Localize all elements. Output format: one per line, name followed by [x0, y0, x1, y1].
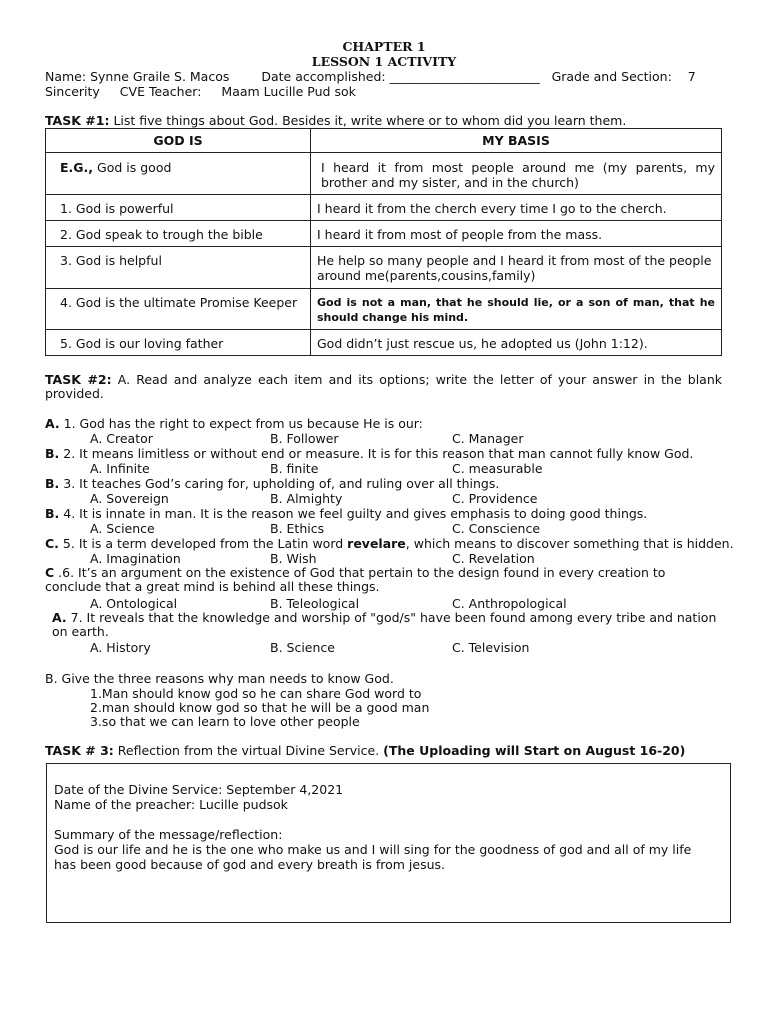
question-text: .6. It’s an argument on the existence of God that pertain to the design found in every creation to conclude that a great mind is behind all these things.	[45, 565, 666, 594]
partb-answer: 2.man should know god so that he will be a good man	[90, 700, 430, 715]
col-god-is: GOD IS	[46, 129, 311, 153]
chapter-heading: CHAPTER 1	[342, 39, 426, 54]
task1-table	[45, 128, 722, 356]
lesson-heading: LESSON 1 ACTIVITY	[311, 54, 457, 69]
god-cell: 5. God is our loving father	[46, 330, 311, 356]
reflection-box	[46, 763, 731, 923]
partb-question: B. Give the three reasons why man needs to know God.	[45, 671, 394, 686]
question-5	[45, 536, 734, 551]
preacher-name: Name of the preacher: Lucille pudsok	[54, 797, 288, 812]
option: B. Follower	[270, 431, 339, 446]
date-label: Date accomplished:	[261, 69, 386, 84]
partb-answer: 1.Man should know god so he can share God word to	[90, 686, 422, 701]
table-row	[46, 221, 722, 247]
god-text: God is good	[97, 160, 172, 175]
teacher-label: CVE Teacher:	[119, 84, 202, 99]
question-text: 1. God has the right to expect from us because He is our:	[63, 416, 423, 431]
option: B. finite	[270, 461, 319, 476]
god-cell	[46, 153, 311, 195]
option: C. Providence	[452, 491, 538, 506]
option: C. Television	[452, 640, 530, 655]
option: A. Science	[90, 521, 155, 536]
answer-letter: B.	[45, 476, 60, 491]
answer-letter: A.	[45, 416, 60, 431]
basis-cell: He help so many people and I heard it from most of the people around me(parents,cousins,family)	[311, 247, 722, 289]
question-text: 4. It is innate in man. It is the reason we feel guilty and gives emphasis to doing good things.	[63, 506, 648, 521]
option: C. Manager	[452, 431, 524, 446]
grade-label: Grade and Section:	[551, 69, 672, 84]
option: B. Ethics	[270, 521, 325, 536]
option: B. Science	[270, 640, 335, 655]
option: B. Teleological	[270, 596, 360, 611]
option: A. Infinite	[90, 461, 150, 476]
question-6	[45, 566, 715, 594]
table-row	[46, 330, 722, 356]
option: C. Anthropological	[452, 596, 567, 611]
option: C. Conscience	[452, 521, 541, 536]
answer-letter: B.	[45, 506, 60, 521]
option: B. Wish	[270, 551, 317, 566]
question-text: 7. It reveals that the knowledge and worship of "god/s" have been found among every tribe and nation on earth.	[52, 610, 717, 639]
task3-label: TASK # 3:	[45, 743, 114, 758]
option: C. measurable	[452, 461, 543, 476]
task2-text: A. Read and analyze each item and its options; write the letter of your answer in the blank provided.	[45, 372, 723, 401]
basis-cell: I heard it from the cherch every time I go to the cherch.	[311, 195, 722, 221]
basis-cell: God is not a man, that he should lie, or a son of man, that he should change his mind.	[311, 289, 722, 330]
option: A. Sovereign	[90, 491, 169, 506]
task1-instruction	[45, 113, 626, 128]
question-text-end: , which means to discover something that is hidden.	[405, 536, 734, 551]
answer-letter: C	[45, 565, 55, 580]
task1-text: List five things about God. Besides it, write where or to whom did you learn them.	[113, 113, 627, 128]
table-row	[46, 289, 722, 330]
option: A. Creator	[90, 431, 153, 446]
student-info	[45, 69, 725, 84]
table-row	[46, 153, 722, 195]
col-my-basis: MY BASIS	[311, 129, 722, 153]
basis-cell: I heard it from most people around me (my parents, my brother and my sister, and in the church)	[311, 153, 722, 195]
table-row	[46, 195, 722, 221]
task2-label: TASK #2:	[45, 372, 112, 387]
question-7	[52, 611, 717, 639]
date-blank: ________________________	[389, 69, 540, 84]
option: B. Almighty	[270, 491, 343, 506]
god-cell: 1. God is powerful	[46, 195, 311, 221]
task3-instruction	[45, 743, 685, 758]
task3-note: (The Uploading will Start on August 16-20)	[383, 743, 686, 758]
question-text: 5. It is a term developed from the Latin word	[62, 536, 348, 551]
student-info-line2	[45, 84, 356, 99]
task3-text: Reflection from the virtual Divine Service.	[117, 743, 380, 758]
god-cell: 2. God speak to trough the bible	[46, 221, 311, 247]
example-prefix: E.G.,	[60, 160, 94, 175]
answer-letter: A.	[52, 610, 67, 625]
table-header-row	[46, 129, 722, 153]
grade-value: 7	[687, 69, 696, 84]
name-label: Name:	[45, 69, 87, 84]
god-cell: 4. God is the ultimate Promise Keeper	[46, 289, 311, 330]
section-value: Sincerity	[45, 84, 100, 99]
task1-label: TASK #1:	[45, 113, 110, 128]
answer-letter: C.	[45, 536, 59, 551]
question-2	[45, 446, 693, 461]
latin-word: revelare	[347, 536, 406, 551]
option: A. History	[90, 640, 151, 655]
teacher-value: Maam Lucille Pud sok	[221, 84, 356, 99]
service-date: Date of the Divine Service: September 4,2021	[54, 782, 344, 797]
option: A. Ontological	[90, 596, 178, 611]
question-text: 3. It teaches God’s caring for, upholding of, and ruling over all things.	[63, 476, 500, 491]
god-cell: 3. God is helpful	[46, 247, 311, 289]
question-text: 2. It means limitless or without end or measure. It is for this reason that man cannot fully know God.	[63, 446, 694, 461]
summary-text: God is our life and he is the one who make us and I will sing for the goodness of god and all of my life has been good because of god and every breath is from jesus.	[54, 842, 692, 872]
answer-letter: B.	[45, 446, 60, 461]
task2-instruction	[45, 373, 722, 401]
basis-cell: I heard it from most of people from the mass.	[311, 221, 722, 247]
basis-cell: God didn’t just rescue us, he adopted us (John 1:12).	[311, 330, 722, 356]
option: A. Imagination	[90, 551, 181, 566]
summary-label: Summary of the message/reflection:	[54, 827, 283, 842]
partb-answer: 3.so that we can learn to love other people	[90, 714, 360, 729]
question-3	[45, 476, 499, 491]
table-row	[46, 247, 722, 289]
question-4	[45, 506, 647, 521]
option: C. Revelation	[452, 551, 535, 566]
question-1	[45, 416, 423, 431]
name-value: Synne Graile S. Macos	[90, 69, 230, 84]
